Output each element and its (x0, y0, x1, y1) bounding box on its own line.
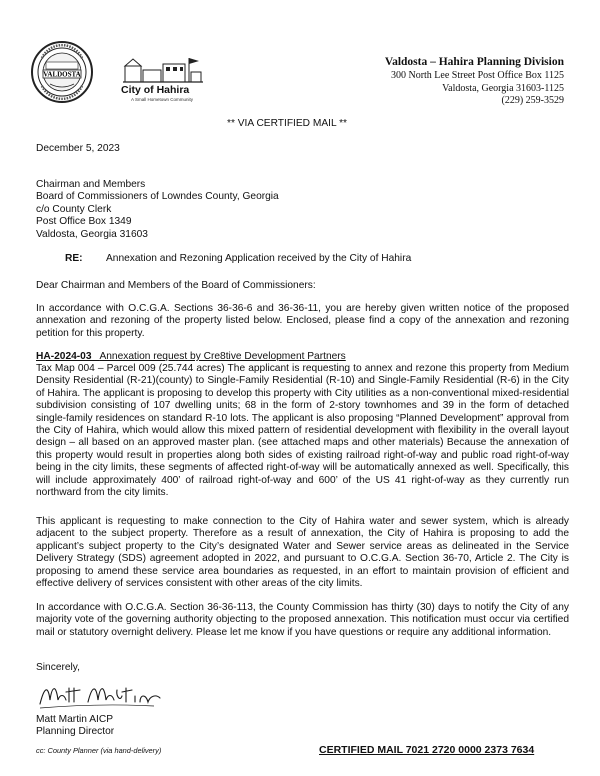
notice-paragraph: In accordance with O.C.G.A. Section 36-36-113, the County Commission has thirty (30) days to notify the City of any majority vote of the governing authority objecting to the proposed annexation. This notification must occur via certified mail or statutory overnight delivery. Please let me know if you have questions or require any additional information. (36, 602, 569, 638)
signer-title: Planning Director (36, 726, 115, 738)
delivery-note: ** VIA CERTIFIED MAIL ** (227, 118, 348, 129)
svg-text:VALDOSTA: VALDOSTA (43, 70, 81, 79)
valdosta-seal (30, 40, 94, 104)
utilities-paragraph: This applicant is requesting to make connection to the City of Hahira water and sewer system, which is already adjacent to the subject property. Therefore as a result of annexation, the City of Hahira is proposing to add the applicant’s subject property to the City’s designated Water and Sewer service areas as delineated in the Service Delivery Strategy (SDS) agreement adopted in 2022, and pursuant to O.C.G.A. Section 36-70, Article 2. The City is proposing to amend these service area boundaries as requested, in an effort to maintain provision of efficient and effective delivery of services consistent with other areas of the city limits. (36, 516, 569, 590)
hahira-logo-name: City of Hahira (121, 84, 190, 96)
signer-block (36, 714, 114, 739)
case-number: HA-2024-03 (36, 351, 92, 362)
address-line-2: Valdosta, Georgia 31603-1125 (442, 82, 564, 94)
signer-name: Matt Martin AICP (36, 714, 113, 725)
re-subject: Annexation and Rezoning Application received by the City of Hahira (106, 253, 412, 264)
hahira-logo (117, 52, 209, 104)
recipient-line-4: Post Office Box 1349 (36, 216, 132, 228)
signature (36, 678, 166, 712)
address-line-1: 300 North Lee Street Post Office Box 1125 (390, 70, 564, 81)
org-address (349, 70, 564, 108)
salutation: Dear Chairman and Members of the Board of Commissioners: (36, 280, 316, 291)
letter-date: December 5, 2023 (36, 143, 120, 154)
case-body: Tax Map 004 – Parcel 009 (25.744 acres) The applicant is requesting to annex and rezone this property from Medium Density Residential (R-21)(county) to Single-Family Residential (R-10) and Single-Family Residential (R-6) in the City of Hahira. The applicant is proposing to develop this property with City utilities as a non-conventional mixed-residential subdivision consisting of 107 dwelling units; 68 in the form of 2-story townhomes and 39 in the form of detached single-family residences on standard R-10 lots. The applicant is also proposing “Planned Development” approval from the City of Hahira, which would allow this mixed pattern of residential development with flexibility in the overall layout design – all based on an approved master plan. (see attached maps and other materials) Because the annexation of this property would result in properties along both sides of existing railroad right-of-way and public road right-of-way being in the city limits, these segments of affected right-of-way will be automatically annexed as well. Specifically, this will include approximately 400’ of railroad right-of-way and 600’ of the US 41 right-of-way as they currently run northward from the city limits. (36, 363, 569, 499)
recipient-address (36, 179, 279, 241)
closing: Sincerely, (36, 662, 80, 673)
hahira-logo-tagline: A Small Hometown Community (131, 97, 194, 102)
org-name: Valdosta – Hahira Planning Division (384, 56, 564, 68)
case-heading (36, 351, 346, 363)
recipient-line-3: c/o County Clerk (36, 203, 112, 215)
recipient-line-5: Valdosta, Georgia 31603 (36, 228, 148, 240)
re-label: RE: (65, 253, 83, 264)
recipient-line-1: Chairman and Members (36, 179, 146, 190)
recipient-line-2: Board of Commissioners of Lowndes County, Georgia (36, 191, 279, 203)
cc-line: cc: County Planner (via hand-delivery) (36, 746, 162, 755)
certified-mail-number: CERTIFIED MAIL 7021 2720 0000 2373 7634 (319, 744, 535, 756)
intro-paragraph: In accordance with O.C.G.A. Sections 36-36-6 and 36-36-11, you are hereby given written notice of the proposed annexation and rezoning of the property listed below. Enclosed, please find a copy of the annexation and rezoning petition for this property. (36, 303, 569, 339)
case-title: Annexation request by Cre8tive Development Partners (99, 351, 346, 362)
phone-number: (229) 259-3529 (501, 95, 564, 107)
